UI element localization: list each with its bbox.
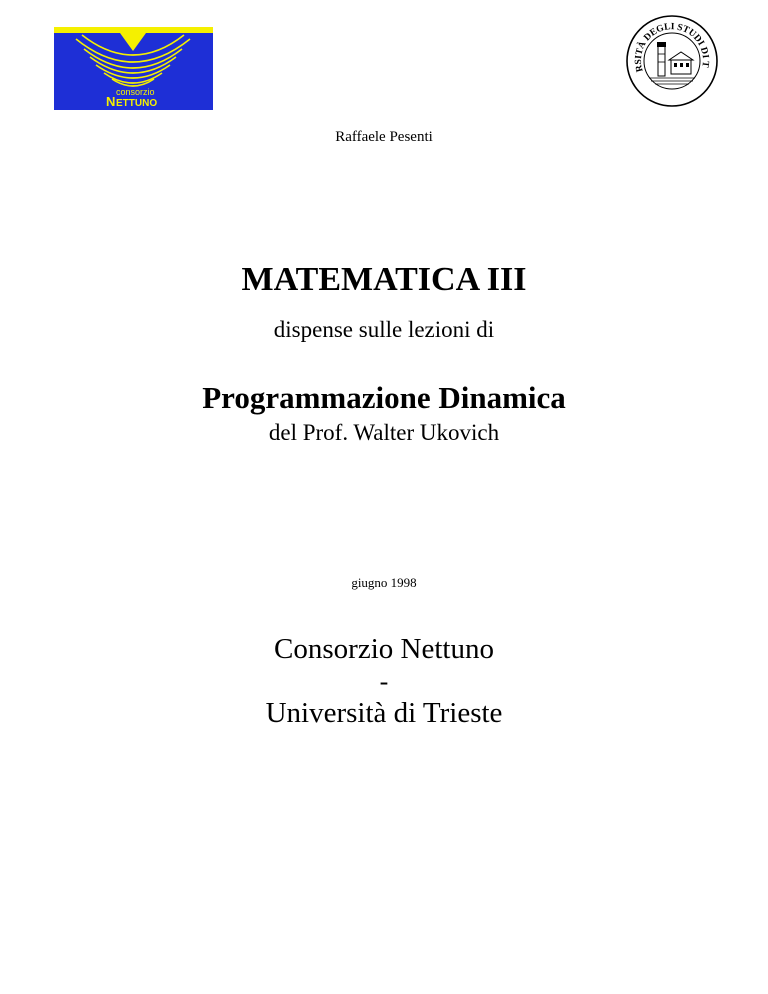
university-seal-logo: [625, 14, 719, 108]
svg-text:ETTUNO: ETTUNO: [116, 98, 158, 109]
svg-text:consorzio: consorzio: [116, 87, 155, 97]
topic-title: Programmazione Dinamica: [202, 380, 566, 415]
publisher-line-2: Università di Trieste: [265, 697, 503, 729]
publisher-separator: -: [379, 667, 389, 696]
publisher-line-1: Consorzio Nettuno: [274, 633, 494, 665]
svg-text:UNIVERSITÀ DEGLI STUDI DI TRIE: RSITÀ DEGLI STUDI DI T: [633, 22, 711, 73]
author-name: Raffaele Pesenti: [335, 129, 433, 145]
course-title: MATEMATICA III: [241, 261, 527, 298]
consorzio-nettuno-logo: [54, 27, 213, 110]
publication-date: giugno 1998: [351, 575, 417, 590]
professor-name: del Prof. Walter Ukovich: [268, 420, 500, 445]
subtitle: dispense sulle lezioni di: [273, 317, 495, 342]
nettuno-logo-icon: [54, 27, 213, 110]
university-seal-icon: [625, 14, 719, 108]
svg-text:N: N: [106, 94, 116, 109]
